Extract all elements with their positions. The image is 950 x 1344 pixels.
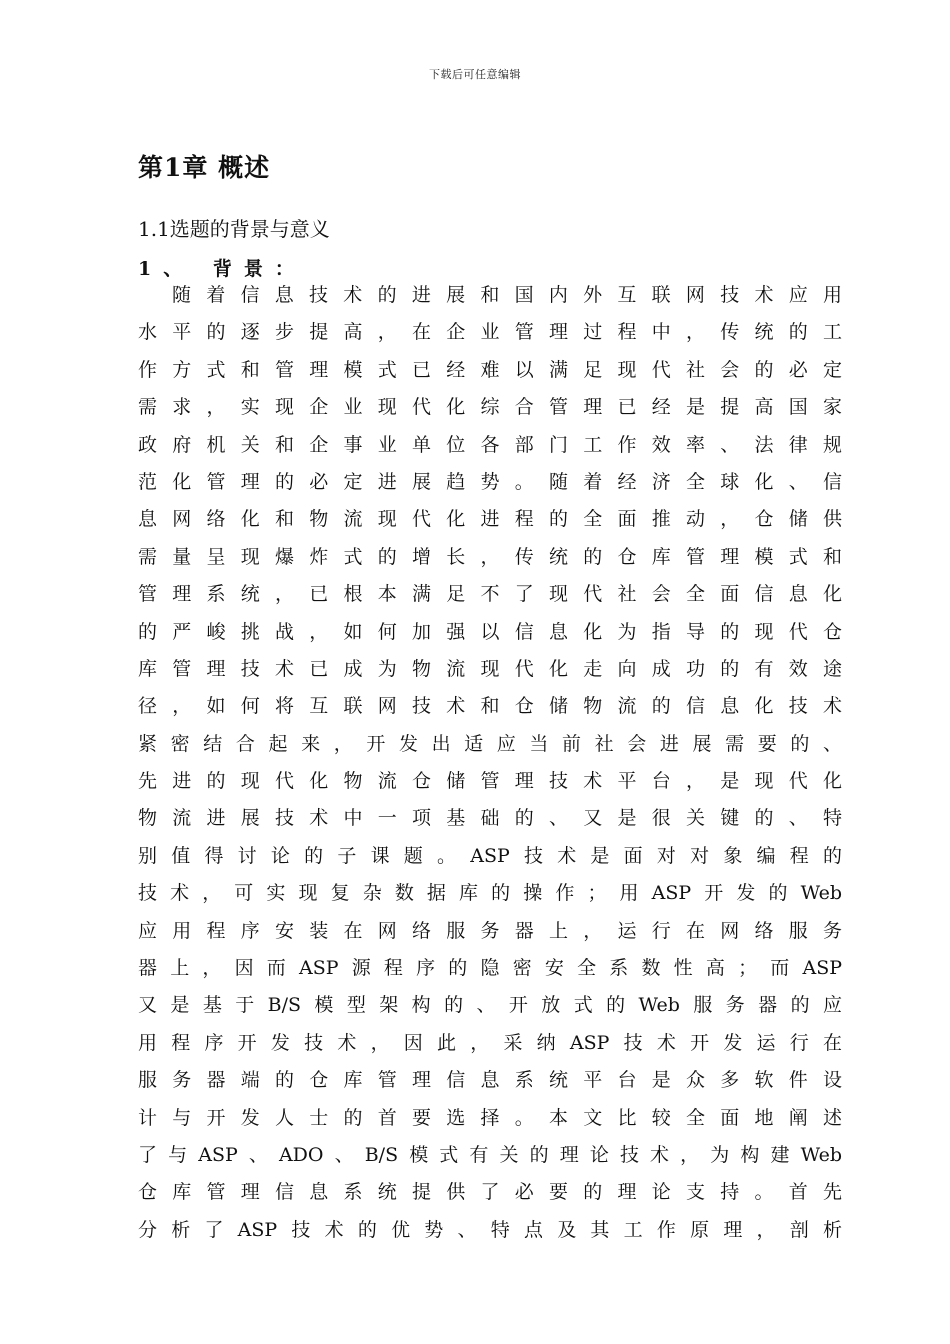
section-title: 1.1选题的背景与意义: [138, 217, 330, 241]
body-line: 物流进展技术中一项基础的、又是很关键的、特: [138, 807, 842, 830]
body-line: 范化管理的必定进展趋势。随着经济全球化、信: [138, 470, 842, 493]
body-line: 的严峻挑战，如何加强以信息化为指导的现代仓: [138, 620, 842, 643]
body-line: 需量呈现爆炸式的增长，传统的仓库管理模式和: [138, 545, 842, 568]
body-line: 了与ASP、ADO、B/S模式有关的理论技术，为构建Web: [138, 1143, 842, 1166]
body-line: 技术，可实现复杂数据库的操作；用ASP开发的Web: [138, 882, 842, 905]
body-line: 应用程序安装在网络服务器上，运行在网络服务: [138, 919, 842, 942]
body-line: 息网络化和物流现代化进程的全面推动，仓储供: [138, 508, 842, 531]
body-line: 服务器端的仓库管理信息系统平台是众多软件设: [138, 1069, 842, 1092]
body-line: 管理系统，已根本满足不了现代社会全面信息化: [138, 583, 842, 606]
body-line: 仓库管理信息系统提供了必要的理论支持。首先: [138, 1181, 842, 1204]
header-note: 下载后可任意编辑: [429, 68, 521, 81]
body-line: 计与开发人士的首要选择。本文比较全面地阐述: [138, 1106, 842, 1129]
body-line: 器上，因而ASP源程序的隐密安全系数性高；而ASP: [138, 957, 842, 980]
body-line: 用程序开发技术，因此，采纳ASP技术开发运行在: [138, 1031, 842, 1054]
body-line: 库管理技术已成为物流现代化走向成功的有效途: [138, 657, 842, 680]
body-line: 需求，实现企业现代化综合管理已经是提高国家: [138, 396, 842, 419]
body-line: 作方式和管理模式已经难以满足现代社会的必定: [138, 358, 842, 381]
chapter-title: 第1章 概述: [138, 153, 271, 182]
body-line: 又是基于B/S模型架构的、开放式的Web服务器的应: [138, 994, 842, 1017]
sub-heading-background: 1、 背景：: [138, 258, 306, 280]
body-line: 紧密结合起来，开发出适应当前社会进展需要的、: [138, 732, 842, 755]
body-line: 别值得讨论的子课题。ASP技术是面对对象编程的: [138, 844, 842, 867]
body-line: 随着信息技术的进展和国内外互联网技术应用: [172, 284, 842, 306]
body-paragraph: [138, 277, 842, 1249]
body-line: 径，如何将互联网技术和仓储物流的信息化技术: [138, 695, 842, 718]
body-line: 政府机关和企事业单位各部门工作效率、法律规: [138, 433, 842, 456]
body-line: 先进的现代化物流仓储管理技术平台，是现代化: [138, 770, 842, 793]
body-line: 分析了ASP技术的优势、特点及其工作原理，剖析: [138, 1218, 842, 1241]
body-line: 水平的逐步提高，在企业管理过程中，传统的工: [138, 321, 842, 344]
